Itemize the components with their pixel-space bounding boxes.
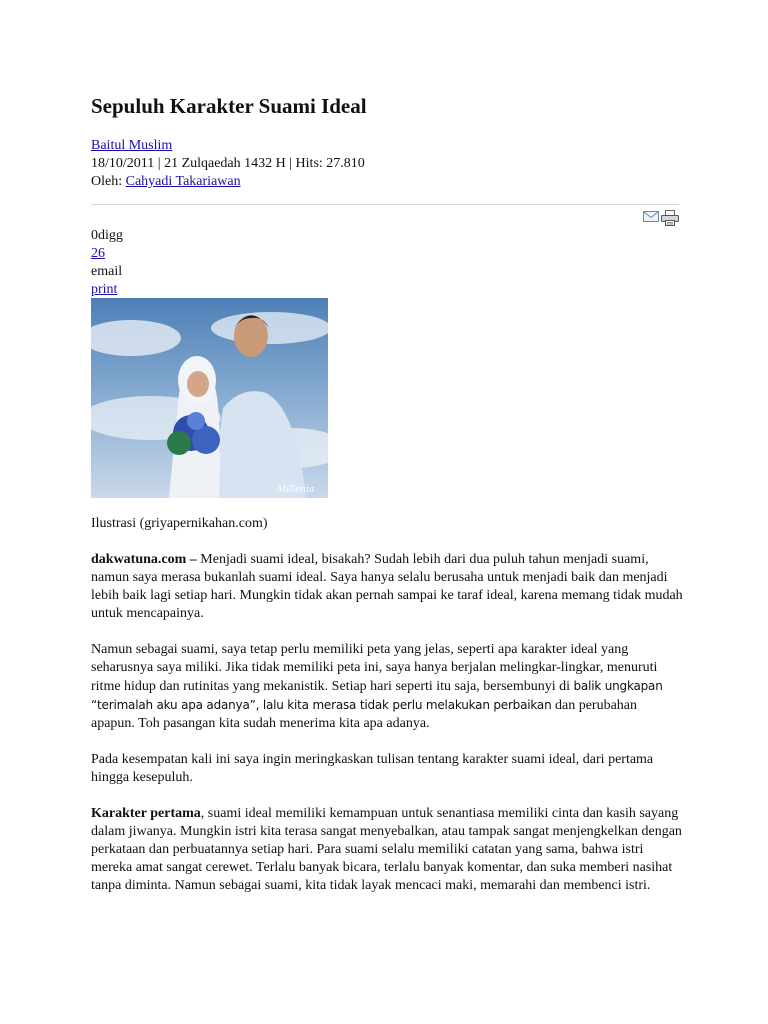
print-link[interactable]: print: [91, 282, 118, 297]
paragraph-2: Namun sebagai suami, saya tetap perlu memiliki peta yang jelas, seperti apa karakter ideal yang seharusnya saya miliki. Jika tidak memiliki peta ini, saya hanya berjalan melingkar-lingkar, menuruti ritme hidup dan rutinitas yang mekanistik. Setiap hari seperti itu saja, bersembunyi di balik ungkapan “terimalah aku apa adanya”, lalu kita merasa tidak perlu melakukan perbaikan dan perubahan apapun. Toh pasangan kita sudah menerima kita apa adanya.: [91, 642, 663, 731]
image-watermark: Millenia: [277, 485, 315, 495]
article-meta: [91, 137, 365, 191]
printer-icon[interactable]: [661, 210, 679, 226]
article-title: Sepuluh Karakter Suami Ideal: [91, 94, 367, 118]
source-lead: dakwatuna.com –: [91, 552, 197, 567]
author-prefix: Oleh:: [91, 174, 126, 189]
article-image: [91, 298, 328, 498]
article-body: [91, 551, 683, 913]
envelope-icon[interactable]: [643, 210, 659, 226]
digg-count[interactable]: 0digg: [91, 228, 123, 243]
image-caption: Ilustrasi (griyapernikahan.com): [91, 516, 268, 531]
author-line: [91, 173, 365, 191]
karakter-heading: Karakter pertama: [91, 806, 201, 821]
paragraph-3: Pada kesempatan kali ini saya ingin meringkaskan tulisan tentang karakter suami ideal, dari pertama hingga kesepuluh.: [91, 752, 654, 785]
email-label[interactable]: email: [91, 264, 123, 279]
share-count-link[interactable]: 26: [91, 246, 105, 261]
header-divider: [91, 204, 679, 205]
paragraph-4: Karakter pertama, suami ideal memiliki kemampuan untuk senantiasa memiliki cinta dan kasih sayang dalam jiwanya. Mungkin istri kita terasa sangat menyebalkan, atau tampak sangat menjengkelkan dengan perkataan dan perbuatannya setiap hari. Para suami selalu memiliki catatan yang sama, bahwa istri mereka amat sangat cerewet. Terlalu banyak bicara, terlalu banyak komentar, dan suka memberi nasihat tanpa diminta. Namun sebagai suami, kita tidak layak mencaci maki, memarahi dan membenci istri.: [91, 806, 682, 893]
quoted-phrase: balik ungkapan “terimalah aku apa adanya”, lalu kita merasa tidak perlu melakukan perbaikan: [91, 679, 663, 712]
share-block: [91, 227, 123, 299]
category-link[interactable]: Baitul Muslim: [91, 138, 173, 153]
article-tools: [643, 210, 679, 226]
date-line: 18/10/2011 | 21 Zulqaedah 1432 H | Hits: 27.810: [91, 156, 365, 171]
paragraph-1: dakwatuna.com – Menjadi suami ideal, bisakah? Sudah lebih dari dua puluh tahun menjadi suami, namun saya merasa bukanlah suami ideal. Saya hanya selalu berusaha untuk menjadi baik dan menjadi lebih baik lagi setiap hari. Mungkin tidak akan pernah sampai ke taraf ideal, karena memang tidak mudah untuk mencapainya.: [91, 552, 683, 621]
author-link[interactable]: Cahyadi Takariawan: [125, 174, 241, 189]
